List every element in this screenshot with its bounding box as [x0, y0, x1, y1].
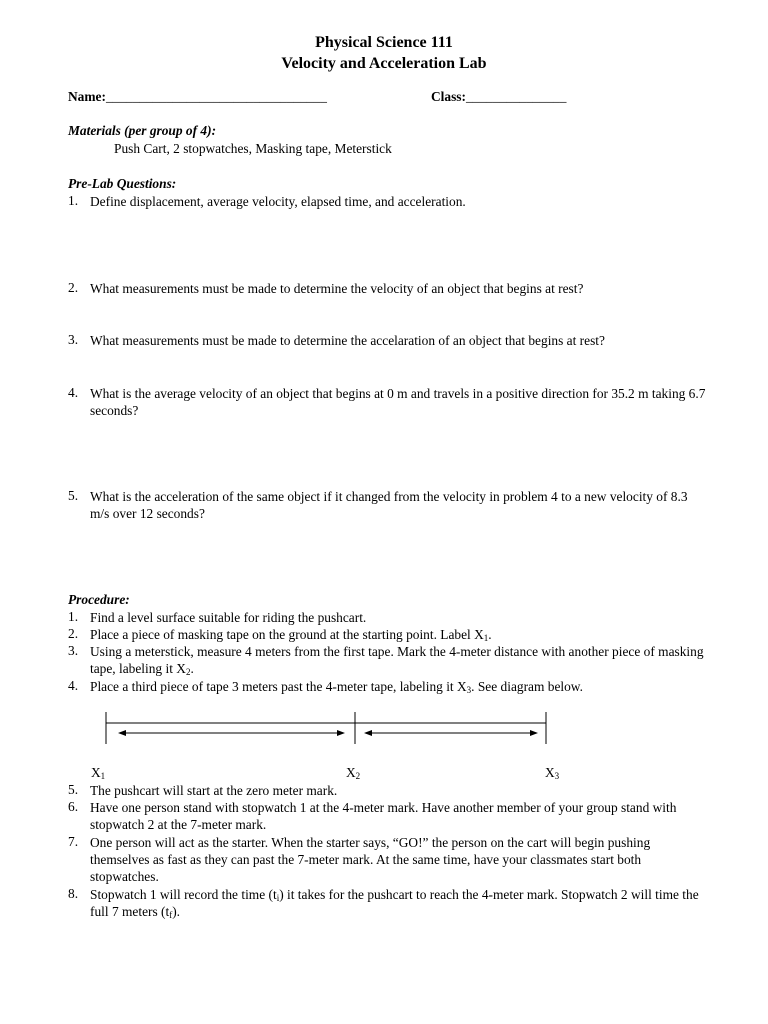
- step-text: One person will act as the starter. When the starter says, “GO!” the person on the cart will begin pushing themselves as fast as they can past the 7-meter mark. At the same time, have your classmates start both stopwatches.: [90, 835, 651, 884]
- class-label: Class:: [431, 89, 466, 104]
- step-text: Place a piece of masking tape on the ground at the starting point. Label $X_1$.: [90, 627, 492, 643]
- page-title: Physical Science 111: [315, 34, 453, 51]
- step-number: 4.: [68, 678, 79, 693]
- step-text: Have one person stand with stopwatch 1 at the 4-meter mark. Have another member of your group stand with stopwatch 2 at the 7-meter mark.: [90, 800, 677, 832]
- step-text: Find a level surface suitable for riding the pushcart.: [90, 610, 367, 625]
- page-subtitle: Velocity and Acceleration Lab: [281, 55, 487, 72]
- step-number: 3.: [68, 643, 79, 658]
- diagram-label-x3: $X_3$: [545, 765, 560, 781]
- double-arrow-1: [118, 730, 345, 736]
- materials-list: Push Cart, 2 stopwatches, Masking tape, Meterstick: [114, 141, 392, 156]
- prelab-heading: Pre-Lab Questions:: [68, 176, 177, 191]
- question-text: What is the acceleration of the same object if it changed from the velocity in problem 4 to a new velocity of 8.3 m/s over 12 seconds?: [90, 489, 688, 521]
- diagram-label-x1: $X_1$: [91, 765, 106, 781]
- step-number: 8.: [68, 886, 79, 901]
- question-number: 2.: [68, 280, 79, 295]
- question-text: What measurements must be made to determine the accelaration of an object that begins at rest?: [90, 333, 605, 348]
- step-number: 2.: [68, 626, 79, 641]
- class-blank[interactable]: _______________: [465, 89, 567, 104]
- diagram-label-x2: $X_2$: [346, 765, 361, 781]
- question-number: 3.: [68, 332, 79, 347]
- name-blank[interactable]: _________________________________: [105, 89, 327, 104]
- name-label: Name:: [68, 89, 106, 104]
- name-field[interactable]: [68, 89, 327, 105]
- question-text: What measurements must be made to determine the velocity of an object that begins at rest?: [90, 281, 584, 296]
- question-number: 5.: [68, 488, 79, 503]
- question-text: What is the average velocity of an object that begins at 0 m and travels in a positive direction for 35.2 m taking 6.7 seconds?: [90, 386, 706, 418]
- step-number: 1.: [68, 609, 79, 624]
- distance-diagram: [0, 700, 768, 790]
- class-field[interactable]: [431, 89, 566, 105]
- procedure-heading: Procedure:: [68, 592, 130, 607]
- double-arrow-2: [364, 730, 538, 736]
- step-number: 6.: [68, 799, 79, 814]
- step-text: Stopwatch 1 will record the time $(t_i)$ it takes for the pushcart to reach the 4-meter mark. Stopwatch 2 will time the full 7 meters $(t_f)$.: [90, 887, 699, 920]
- materials-heading: Materials (per group of 4):: [68, 123, 217, 138]
- question-number: 4.: [68, 385, 79, 400]
- step-text: The pushcart will start at the zero meter mark.: [90, 783, 338, 798]
- step-number: 5.: [68, 782, 79, 797]
- step-text: Using a meterstick, measure 4 meters from the first tape. Mark the 4-meter distance with another piece of masking tape, labeling it $X_2$.: [90, 644, 704, 677]
- question-number: 1.: [68, 193, 79, 208]
- question-text: Define displacement, average velocity, elapsed time, and acceleration.: [90, 194, 466, 209]
- step-number: 7.: [68, 834, 79, 849]
- step-text: Place a third piece of tape 3 meters past the 4-meter tape, labeling it $X_3$. See diagram below.: [90, 679, 583, 695]
